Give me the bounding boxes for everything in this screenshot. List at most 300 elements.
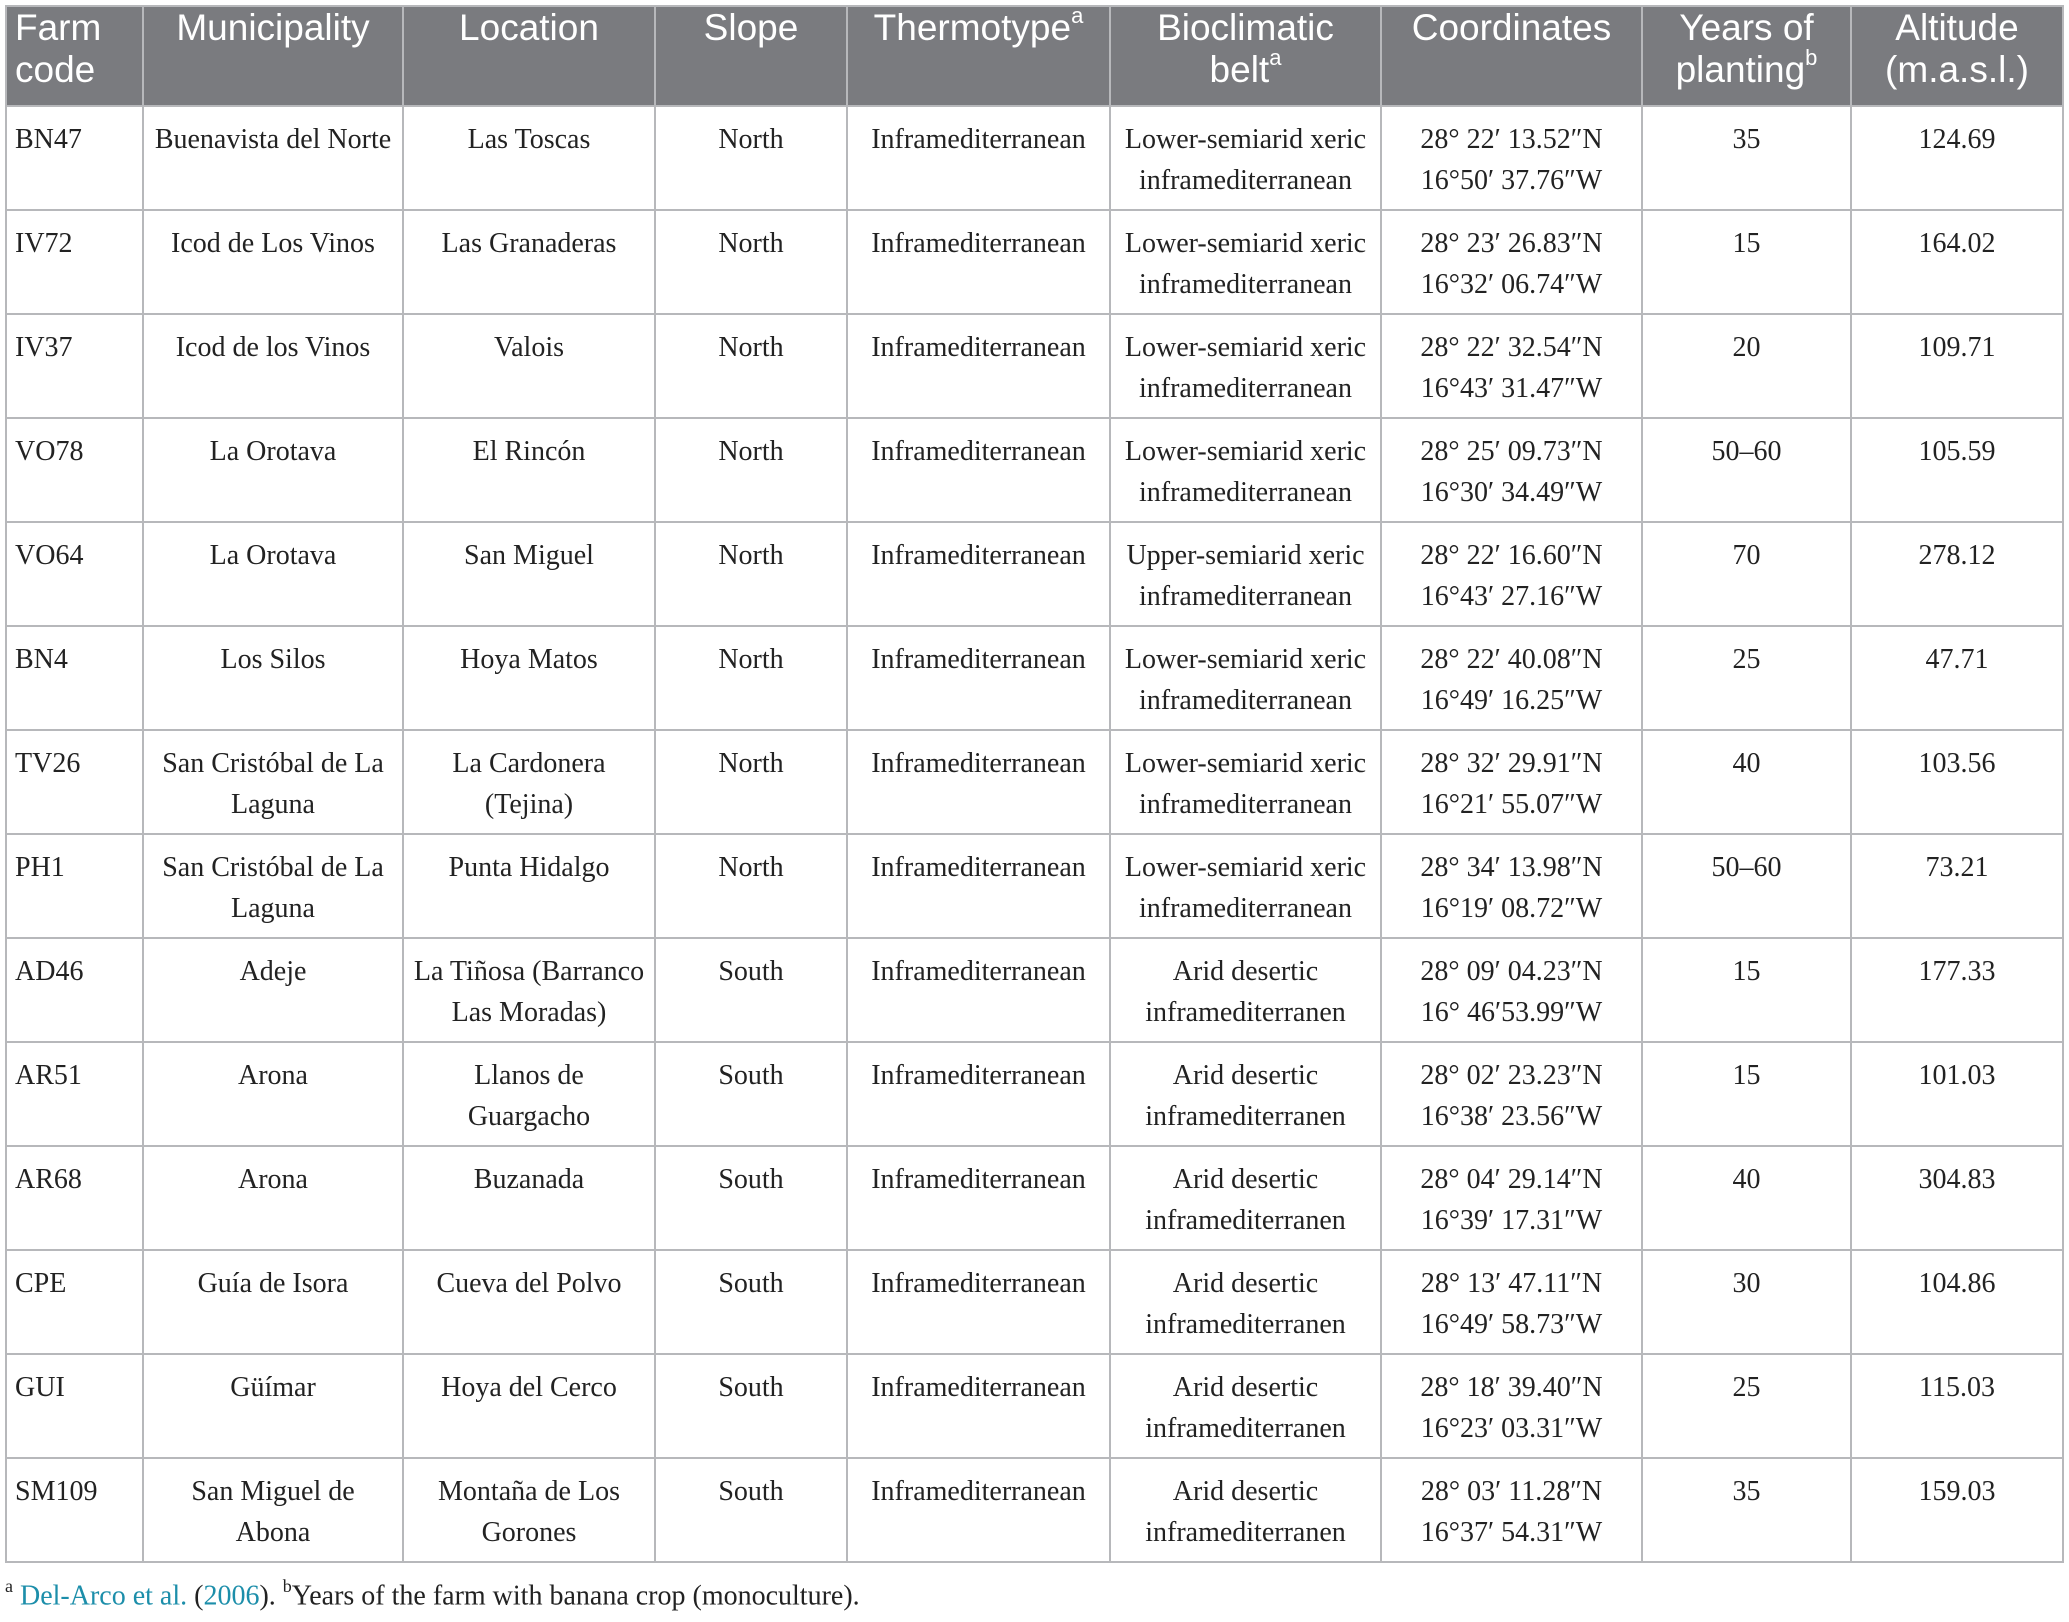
cell-thermotype [847, 730, 1110, 834]
cell-bioclimatic-belt [1110, 210, 1381, 314]
cell-slope [655, 1458, 847, 1562]
table-row [6, 1354, 2063, 1458]
cell-bioclimatic-belt [1110, 106, 1381, 210]
coordinate-longitude: 16°19′ 08.72″W [1420, 893, 1603, 924]
cell-farm-code [6, 1042, 143, 1146]
cell-slope [655, 1354, 847, 1458]
cell-altitude [1851, 418, 2063, 522]
bioclimatic-belt-text: inframediterranean [1139, 789, 1352, 820]
slope-text: North [718, 748, 784, 779]
cell-thermotype [847, 1250, 1110, 1354]
cell-farm-code [6, 1354, 143, 1458]
coordinate-longitude: 16°37′ 54.31″W [1420, 1517, 1603, 1548]
coordinate-longitude: 16°50′ 37.76″W [1420, 165, 1603, 196]
cell-slope [655, 938, 847, 1042]
cell-altitude [1851, 834, 2063, 938]
cell-municipality [143, 314, 403, 418]
cell-location [403, 1458, 655, 1562]
bioclimatic-belt-text: inframediterranean [1139, 165, 1352, 196]
table-row [6, 834, 2063, 938]
years-text: 35 [1732, 1476, 1761, 1507]
cell-farm-code [6, 314, 143, 418]
coordinate-latitude: 28° 13′ 47.11″N [1420, 1268, 1603, 1299]
thermotype-text: Inframediterranean [871, 956, 1086, 987]
slope-text: South [718, 956, 784, 987]
location-text: La Tiñosa (Barranco [413, 956, 645, 987]
cell-bioclimatic-belt [1110, 626, 1381, 730]
farm-code-text: CPE [15, 1268, 67, 1299]
coordinate-latitude: 28° 34′ 13.98″N [1420, 852, 1603, 883]
cell-bioclimatic-belt [1110, 418, 1381, 522]
altitude-text: 101.03 [1918, 1060, 1996, 1091]
cell-coordinates [1381, 1146, 1642, 1250]
bioclimatic-belt-text: Lower-semiarid xeric [1124, 436, 1367, 467]
bioclimatic-belt-text: Lower-semiarid xeric [1124, 228, 1367, 259]
cell-years-of-planting [1642, 314, 1851, 418]
bioclimatic-belt-text: Lower-semiarid xeric [1124, 332, 1367, 363]
cell-coordinates [1381, 1354, 1642, 1458]
bioclimatic-belt-text: Lower-semiarid xeric [1124, 852, 1367, 883]
municipality-text: Adeje [239, 956, 307, 987]
location-text: Las Granaderas [441, 228, 617, 259]
slope-text: North [718, 228, 784, 259]
municipality-text: Laguna [231, 789, 315, 820]
coordinate-longitude: 16°38′ 23.56″W [1420, 1101, 1603, 1132]
cell-farm-code [6, 834, 143, 938]
cell-slope [655, 1146, 847, 1250]
coordinate-longitude: 16°30′ 34.49″W [1420, 477, 1603, 508]
coordinate-latitude: 28° 02′ 23.23″N [1420, 1060, 1603, 1091]
cell-location [403, 106, 655, 210]
footnote-year-link[interactable]: 2006 [203, 1580, 260, 1612]
altitude-text: 115.03 [1919, 1372, 1995, 1403]
bioclimatic-belt-text: Arid desertic [1172, 1268, 1319, 1299]
slope-text: North [718, 644, 784, 675]
cell-years-of-planting [1642, 522, 1851, 626]
cell-years-of-planting [1642, 730, 1851, 834]
header-thermotype-label: Thermotype [873, 7, 1072, 48]
thermotype-text: Inframediterranean [871, 228, 1086, 259]
years-text: 50–60 [1711, 436, 1782, 467]
location-text: Hoya Matos [460, 644, 598, 675]
header-farm-code [6, 6, 143, 106]
cell-municipality [143, 522, 403, 626]
altitude-text: 103.56 [1918, 748, 1996, 779]
cell-location [403, 730, 655, 834]
municipality-text: Icod de los Vinos [175, 332, 371, 363]
cell-altitude [1851, 1354, 2063, 1458]
bioclimatic-belt-text: Arid desertic [1172, 1372, 1319, 1403]
years-text: 30 [1732, 1268, 1761, 1299]
cell-altitude [1851, 1458, 2063, 1562]
cell-location [403, 834, 655, 938]
bioclimatic-belt-text: inframediterranean [1139, 685, 1352, 716]
cell-location [403, 418, 655, 522]
cell-municipality [143, 418, 403, 522]
cell-thermotype [847, 1146, 1110, 1250]
municipality-text: Arona [238, 1164, 308, 1195]
coordinate-latitude: 28° 23′ 26.83″N [1420, 228, 1603, 259]
coordinate-latitude: 28° 18′ 39.40″N [1420, 1372, 1603, 1403]
altitude-text: 73.21 [1925, 852, 1989, 883]
thermotype-text: Inframediterranean [871, 1164, 1086, 1195]
header-altitude-line1: Altitude [1895, 7, 2019, 48]
coordinate-longitude: 16°49′ 58.73″W [1420, 1309, 1603, 1340]
cell-municipality [143, 106, 403, 210]
municipality-text: Laguna [231, 893, 315, 924]
header-coordinates: Coordinates [1381, 6, 1642, 106]
years-text: 25 [1732, 1372, 1761, 1403]
bioclimatic-belt-text: Arid desertic [1172, 956, 1319, 987]
cell-location [403, 522, 655, 626]
cell-altitude [1851, 210, 2063, 314]
cell-years-of-planting [1642, 210, 1851, 314]
cell-coordinates [1381, 1458, 1642, 1562]
cell-years-of-planting [1642, 1250, 1851, 1354]
footnote-a-marker: a [5, 1576, 13, 1596]
header-municipality: Municipality [143, 6, 403, 106]
bioclimatic-belt-text: Arid desertic [1172, 1164, 1319, 1195]
cell-altitude [1851, 730, 2063, 834]
coordinate-longitude: 16°32′ 06.74″W [1420, 269, 1603, 300]
bioclimatic-belt-text: inframediterranen [1145, 1101, 1346, 1132]
municipality-text: Icod de Los Vinos [171, 228, 375, 259]
table-row [6, 626, 2063, 730]
cell-bioclimatic-belt [1110, 1042, 1381, 1146]
coordinate-latitude: 28° 09′ 04.23″N [1420, 956, 1603, 987]
location-text: Gorones [481, 1517, 577, 1548]
municipality-text: Arona [238, 1060, 308, 1091]
bioclimatic-belt-text: inframediterranean [1139, 477, 1352, 508]
header-thermotype [847, 2, 1110, 106]
cell-bioclimatic-belt [1110, 1250, 1381, 1354]
years-text: 40 [1732, 1164, 1761, 1195]
years-text: 15 [1732, 1060, 1761, 1091]
cell-slope [655, 834, 847, 938]
bioclimatic-belt-text: inframediterranen [1145, 1517, 1346, 1548]
years-text: 20 [1732, 332, 1761, 363]
cell-municipality [143, 1458, 403, 1562]
bioclimatic-belt-text: inframediterranen [1145, 1309, 1346, 1340]
header-bioclimatic-line2: belt [1209, 49, 1270, 90]
altitude-text: 159.03 [1918, 1476, 1996, 1507]
location-text: Hoya del Cerco [441, 1372, 617, 1403]
footnote-reference-link[interactable]: Del-Arco et al. [20, 1580, 188, 1612]
table-row [6, 418, 2063, 522]
cell-location [403, 314, 655, 418]
years-text: 15 [1732, 956, 1761, 987]
municipality-text: Guía de Isora [197, 1268, 349, 1299]
municipality-text: La Orotava [209, 540, 337, 571]
cell-coordinates [1381, 730, 1642, 834]
location-text: (Tejina) [484, 789, 574, 820]
altitude-text: 304.83 [1918, 1164, 1996, 1195]
table-row [6, 1250, 2063, 1354]
header-altitude [1851, 6, 2063, 106]
coordinate-latitude: 28° 32′ 29.91″N [1420, 748, 1603, 779]
cell-location [403, 1250, 655, 1354]
bioclimatic-belt-text: inframediterranen [1145, 1413, 1346, 1444]
farm-code-text: IV72 [15, 228, 73, 259]
cell-coordinates [1381, 314, 1642, 418]
table-row [6, 1146, 2063, 1250]
farm-code-text: TV26 [15, 748, 81, 779]
municipality-text: Buenavista del Norte [154, 124, 392, 155]
header-years-of-planting [1642, 6, 1851, 106]
altitude-text: 278.12 [1918, 540, 1996, 571]
cell-farm-code [6, 1146, 143, 1250]
cell-location [403, 210, 655, 314]
cell-thermotype [847, 938, 1110, 1042]
location-text: Las Toscas [467, 124, 591, 155]
slope-text: South [718, 1372, 784, 1403]
cell-farm-code [6, 1250, 143, 1354]
cell-altitude [1851, 1250, 2063, 1354]
farm-code-text: BN47 [15, 124, 82, 155]
cell-slope [655, 1042, 847, 1146]
farm-code-text: GUI [15, 1372, 65, 1403]
cell-slope [655, 106, 847, 210]
cell-coordinates [1381, 418, 1642, 522]
bioclimatic-belt-text: inframediterranean [1139, 269, 1352, 300]
table-row [6, 106, 2063, 210]
header-years-line1: Years of [1679, 7, 1814, 48]
farm-table [5, 2, 2064, 1563]
coordinate-longitude: 16°49′ 16.25″W [1420, 685, 1603, 716]
table-row [6, 938, 2063, 1042]
header-farm-code-line1: Farm [15, 7, 102, 48]
cell-farm-code [6, 938, 143, 1042]
coordinate-latitude: 28° 22′ 32.54″N [1420, 332, 1603, 363]
cell-farm-code [6, 626, 143, 730]
cell-location [403, 1146, 655, 1250]
altitude-text: 164.02 [1918, 228, 1996, 259]
municipality-text: San Cristóbal de La [162, 852, 384, 883]
cell-thermotype [847, 1042, 1110, 1146]
cell-municipality [143, 1354, 403, 1458]
altitude-text: 109.71 [1918, 332, 1996, 363]
slope-text: North [718, 332, 784, 363]
thermotype-text: Inframediterranean [871, 540, 1086, 571]
table-row [6, 522, 2063, 626]
coordinate-latitude: 28° 22′ 16.60″N [1420, 540, 1603, 571]
slope-text: South [718, 1476, 784, 1507]
cell-thermotype [847, 626, 1110, 730]
municipality-text: Güímar [230, 1372, 316, 1403]
location-text: El Rincón [472, 436, 586, 467]
cell-bioclimatic-belt [1110, 834, 1381, 938]
thermotype-text: Inframediterranean [871, 748, 1086, 779]
location-text: Cueva del Polvo [436, 1268, 622, 1299]
cell-thermotype [847, 418, 1110, 522]
cell-municipality [143, 210, 403, 314]
cell-coordinates [1381, 938, 1642, 1042]
bioclimatic-belt-text: Lower-semiarid xeric [1124, 748, 1367, 779]
altitude-text: 124.69 [1918, 124, 1996, 155]
cell-coordinates [1381, 626, 1642, 730]
cell-thermotype [847, 210, 1110, 314]
cell-years-of-planting [1642, 418, 1851, 522]
thermotype-text: Inframediterranean [871, 332, 1086, 363]
cell-altitude [1851, 1042, 2063, 1146]
altitude-text: 177.33 [1918, 956, 1996, 987]
cell-years-of-planting [1642, 834, 1851, 938]
footnote-b-marker: b [282, 1576, 292, 1596]
cell-municipality [143, 1146, 403, 1250]
cell-thermotype [847, 106, 1110, 210]
footnote-year-close: ). [259, 1580, 276, 1612]
bioclimatic-belt-text: Lower-semiarid xeric [1124, 644, 1367, 675]
cell-municipality [143, 834, 403, 938]
cell-location [403, 938, 655, 1042]
cell-farm-code [6, 106, 143, 210]
cell-years-of-planting [1642, 1354, 1851, 1458]
cell-farm-code [6, 730, 143, 834]
cell-bioclimatic-belt [1110, 1146, 1381, 1250]
cell-location [403, 1042, 655, 1146]
cell-slope [655, 210, 847, 314]
header-bioclimatic-belt [1110, 6, 1381, 106]
coordinate-latitude: 28° 25′ 09.73″N [1420, 436, 1603, 467]
municipality-text: La Orotava [209, 436, 337, 467]
cell-bioclimatic-belt [1110, 314, 1381, 418]
cell-altitude [1851, 1146, 2063, 1250]
location-text: San Miguel [464, 540, 594, 571]
farm-code-text: BN4 [15, 644, 68, 675]
bioclimatic-belt-text: Arid desertic [1172, 1060, 1319, 1091]
cell-coordinates [1381, 1250, 1642, 1354]
location-text: Buzanada [473, 1164, 585, 1195]
years-text: 50–60 [1711, 852, 1782, 883]
years-text: 15 [1732, 228, 1761, 259]
cell-farm-code [6, 1458, 143, 1562]
location-text: Las Moradas) [451, 997, 607, 1028]
slope-text: North [718, 124, 784, 155]
cell-slope [655, 730, 847, 834]
table-header-row [6, 6, 2063, 106]
slope-text: North [718, 852, 784, 883]
farm-code-text: IV37 [15, 332, 73, 363]
header-thermotype-sup: a [1071, 2, 1084, 28]
footnote-year-open: ( [187, 1580, 204, 1612]
cell-bioclimatic-belt [1110, 1458, 1381, 1562]
cell-location [403, 1354, 655, 1458]
municipality-text: San Cristóbal de La [162, 748, 384, 779]
cell-years-of-planting [1642, 106, 1851, 210]
cell-location [403, 626, 655, 730]
cell-thermotype [847, 1458, 1110, 1562]
table-row [6, 730, 2063, 834]
altitude-text: 47.71 [1925, 644, 1989, 675]
bioclimatic-belt-text: Arid desertic [1172, 1476, 1319, 1507]
thermotype-text: Inframediterranean [871, 1268, 1086, 1299]
municipality-text: Abona [235, 1517, 311, 1548]
altitude-text: 105.59 [1918, 436, 1996, 467]
coordinate-longitude: 16°43′ 27.16″W [1420, 581, 1603, 612]
bioclimatic-belt-text: Upper-semiarid xeric [1126, 540, 1365, 571]
cell-coordinates [1381, 210, 1642, 314]
slope-text: North [718, 436, 784, 467]
coordinate-longitude: 16°39′ 17.31″W [1420, 1205, 1603, 1236]
table-footnote [5, 1578, 860, 1612]
slope-text: South [718, 1164, 784, 1195]
header-years-line2: planting [1675, 49, 1806, 90]
thermotype-text: Inframediterranean [871, 852, 1086, 883]
table-row [6, 314, 2063, 418]
cell-thermotype [847, 522, 1110, 626]
coordinate-latitude: 28° 22′ 13.52″N [1420, 124, 1603, 155]
altitude-text: 104.86 [1918, 1268, 1996, 1299]
cell-farm-code [6, 210, 143, 314]
thermotype-text: Inframediterranean [871, 644, 1086, 675]
cell-thermotype [847, 1354, 1110, 1458]
bioclimatic-belt-text: Lower-semiarid xeric [1124, 124, 1367, 155]
location-text: La Cardonera [452, 748, 606, 779]
bioclimatic-belt-text: inframediterranen [1145, 997, 1346, 1028]
cell-municipality [143, 1250, 403, 1354]
years-text: 25 [1732, 644, 1761, 675]
years-text: 35 [1732, 124, 1761, 155]
cell-slope [655, 314, 847, 418]
cell-farm-code [6, 522, 143, 626]
cell-slope [655, 522, 847, 626]
cell-slope [655, 418, 847, 522]
years-text: 70 [1732, 540, 1761, 571]
farm-code-text: SM109 [15, 1476, 98, 1507]
cell-municipality [143, 1042, 403, 1146]
cell-coordinates [1381, 834, 1642, 938]
header-farm-code-line2: code [15, 49, 96, 90]
header-bioclimatic-sup: a [1269, 44, 1282, 70]
cell-municipality [143, 938, 403, 1042]
table-body [6, 106, 2063, 1562]
cell-altitude [1851, 314, 2063, 418]
cell-municipality [143, 626, 403, 730]
cell-altitude [1851, 626, 2063, 730]
cell-altitude [1851, 106, 2063, 210]
farm-code-text: AD46 [15, 956, 84, 987]
cell-thermotype [847, 834, 1110, 938]
location-text: Llanos de [474, 1060, 584, 1091]
years-text: 40 [1732, 748, 1761, 779]
farm-code-text: AR51 [15, 1060, 82, 1091]
coordinate-longitude: 16°23′ 03.31″W [1420, 1413, 1603, 1444]
cell-slope [655, 626, 847, 730]
farm-code-text: AR68 [15, 1164, 82, 1195]
footnote-b-text: Years of the farm with banana crop (monoculture). [291, 1580, 860, 1612]
coordinate-latitude: 28° 04′ 29.14″N [1420, 1164, 1603, 1195]
cell-thermotype [847, 314, 1110, 418]
cell-altitude [1851, 522, 2063, 626]
cell-years-of-planting [1642, 1146, 1851, 1250]
cell-coordinates [1381, 106, 1642, 210]
cell-years-of-planting [1642, 938, 1851, 1042]
cell-years-of-planting [1642, 626, 1851, 730]
thermotype-text: Inframediterranean [871, 1372, 1086, 1403]
cell-years-of-planting [1642, 1458, 1851, 1562]
municipality-text: San Miguel de [191, 1476, 355, 1507]
cell-bioclimatic-belt [1110, 730, 1381, 834]
cell-coordinates [1381, 1042, 1642, 1146]
location-text: Punta Hidalgo [448, 852, 610, 883]
header-bioclimatic-line1: Bioclimatic [1157, 7, 1334, 48]
coordinate-longitude: 16°21′ 55.07″W [1420, 789, 1603, 820]
bioclimatic-belt-text: inframediterranean [1139, 373, 1352, 404]
location-text: Guargacho [467, 1101, 591, 1132]
header-years-sup: b [1805, 44, 1818, 70]
slope-text: South [718, 1060, 784, 1091]
thermotype-text: Inframediterranean [871, 124, 1086, 155]
